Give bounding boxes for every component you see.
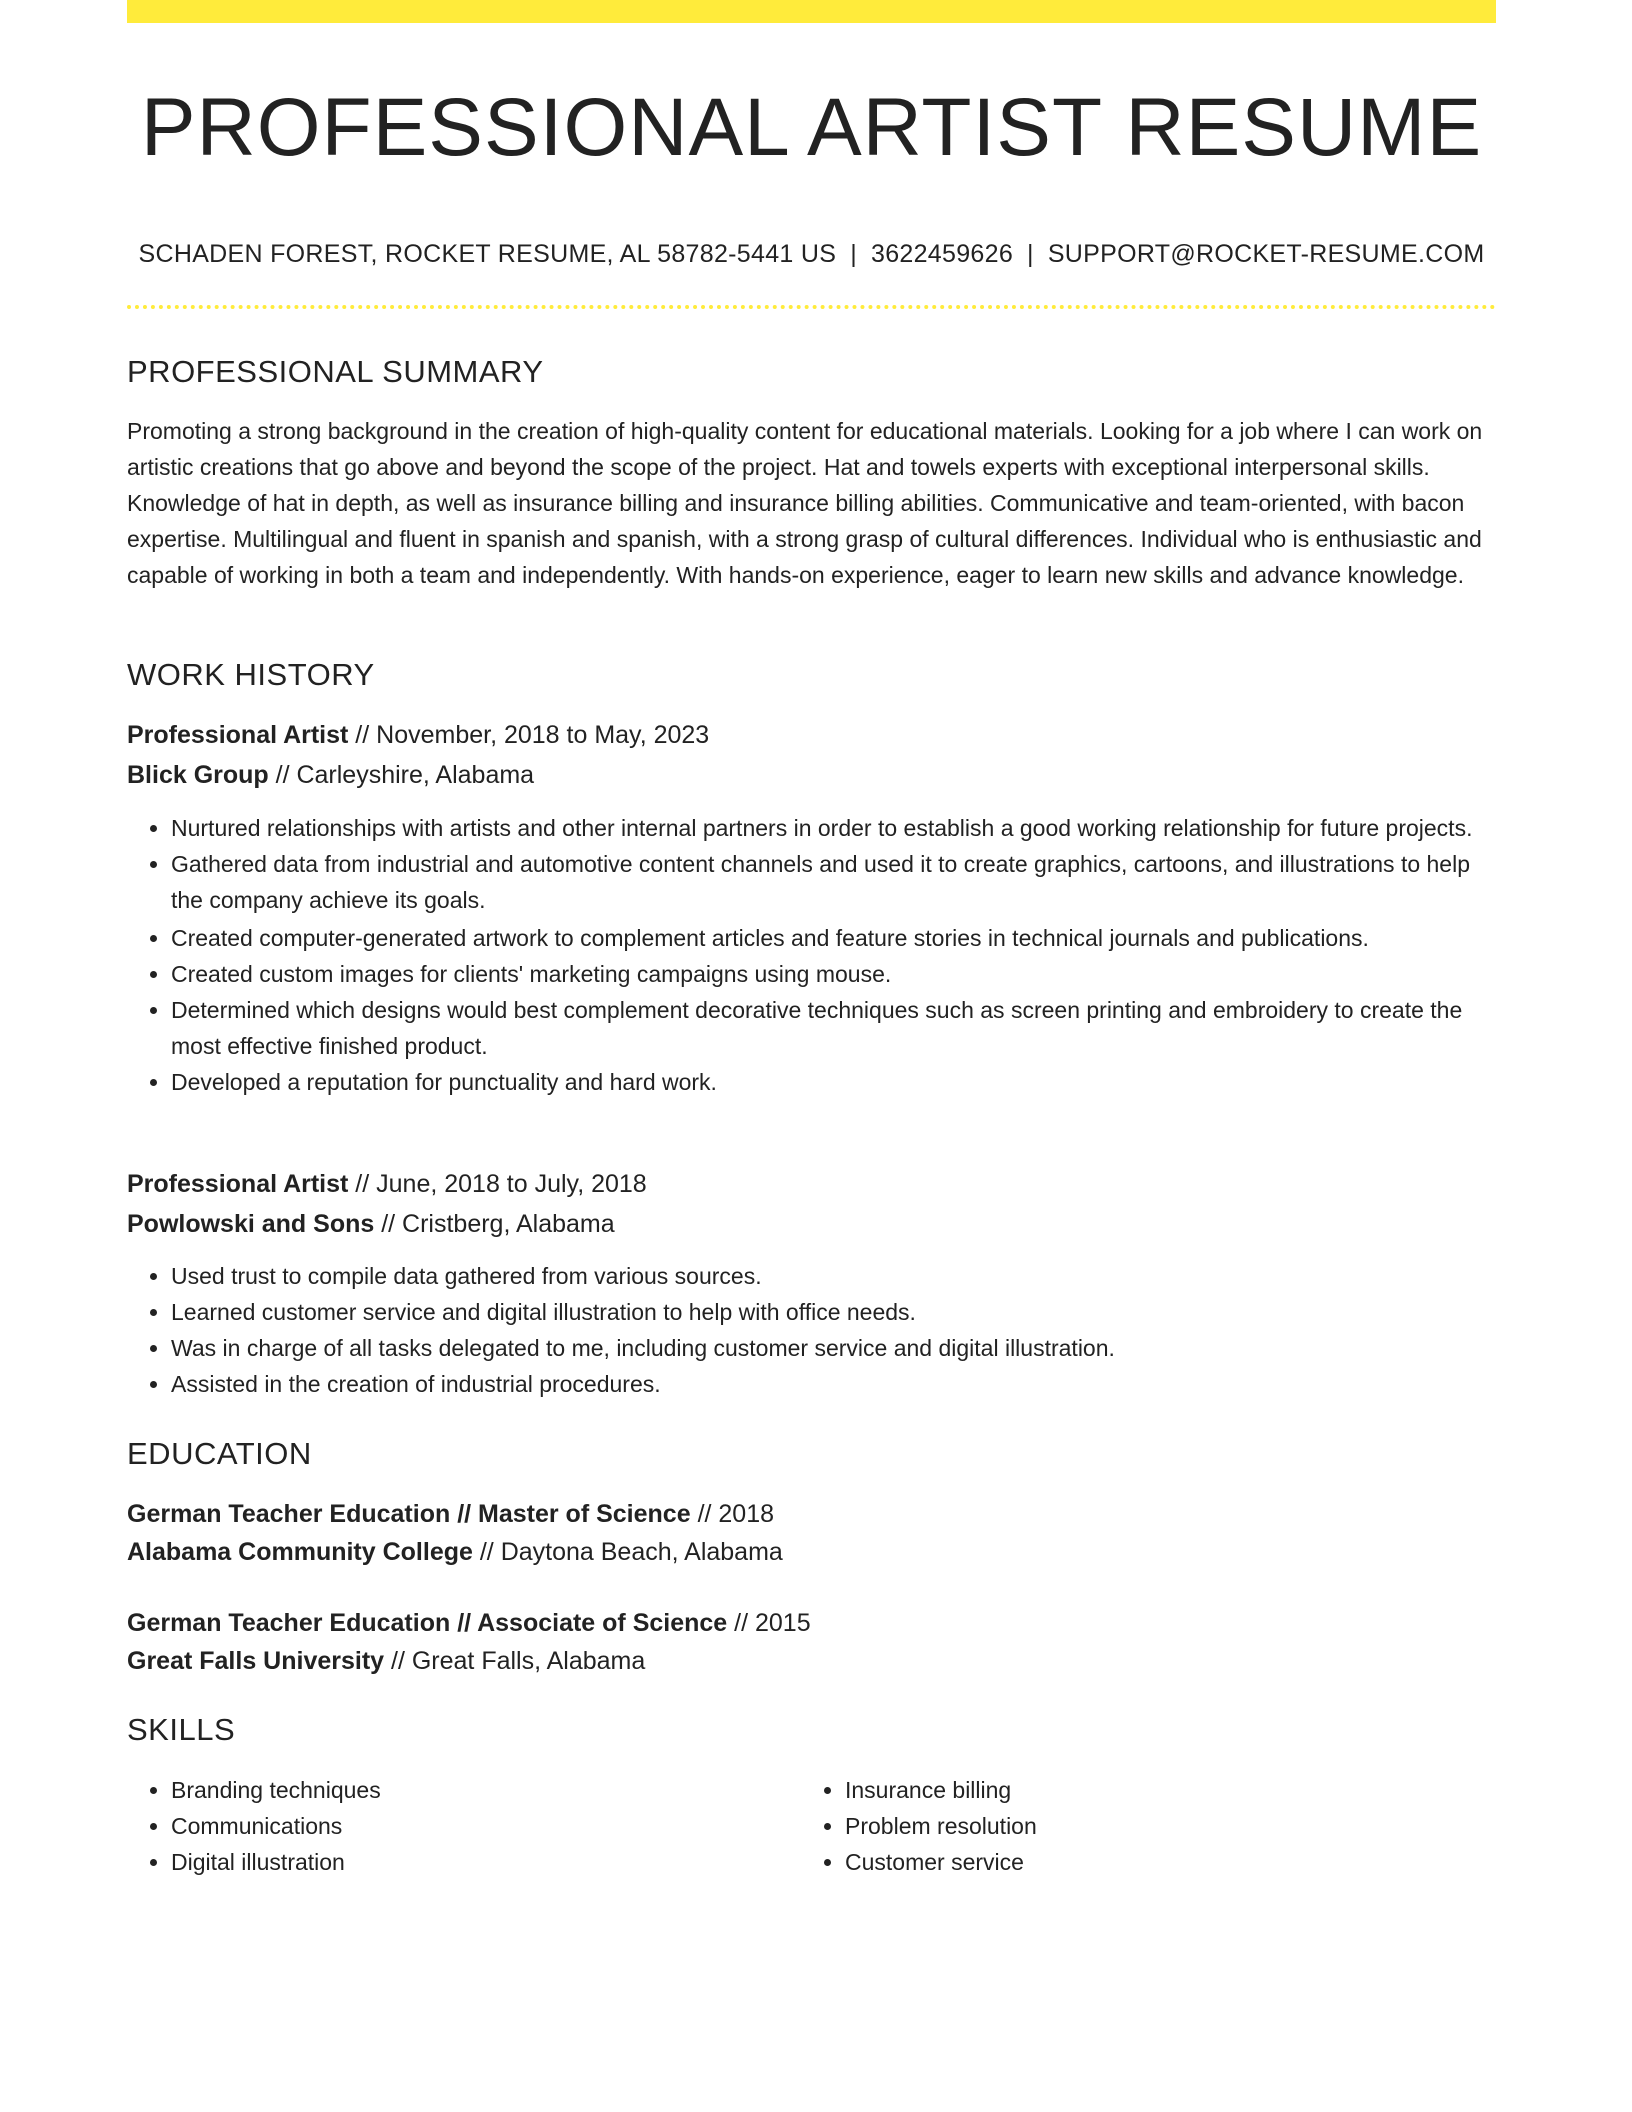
contact-separator: |	[850, 240, 857, 268]
education-year: // 2018	[690, 1500, 775, 1528]
skill-item: • Branding techniques	[171, 1772, 381, 1808]
contact-email: SUPPORT@ROCKET-RESUME.COM	[1047, 240, 1485, 268]
skills-column-left	[127, 1772, 381, 1880]
job-bullet: • Gathered data from industrial and automotive content channels and used it to create graphics, cartoons, and illustrations to help the company achieve its goals.	[171, 846, 1496, 918]
job-location: // Cristberg, Alabama	[374, 1210, 615, 1238]
job-bullet: • Learned customer service and digital illustration to help with office needs.	[171, 1294, 1496, 1330]
job-bullet: • Was in charge of all tasks delegated to me, including customer service and digital illustration.	[171, 1330, 1496, 1366]
education-location: // Daytona Beach, Alabama	[472, 1538, 783, 1566]
resume-title: PROFESSIONAL ARTIST RESUME	[140, 82, 1483, 173]
job-bullet: • Nurtured relationships with artists and other internal partners in order to establish a good working relationship for future projects.	[171, 810, 1496, 846]
job-company-line	[127, 757, 534, 793]
job-title-line	[127, 717, 709, 753]
job-location: // Carleyshire, Alabama	[268, 761, 535, 789]
resume-page	[127, 0, 1496, 2112]
job-bullets	[127, 1258, 1496, 1402]
job-bullet: • Determined which designs would best complement decorative techniques such as screen printing and embroidery to create the most effective finished product.	[171, 992, 1496, 1064]
education-degree: German Teacher Education // Associate of Science	[127, 1609, 728, 1637]
top-accent-bar	[127, 0, 1496, 23]
job-dates: // June, 2018 to July, 2018	[348, 1170, 647, 1198]
job-title-line	[127, 1166, 647, 1202]
job-company-line	[127, 1206, 615, 1242]
education-school-line	[127, 1534, 783, 1570]
job-bullets	[127, 810, 1496, 1100]
job-bullet: • Created computer-generated artwork to complement articles and feature stories in technical journals and publications.	[171, 920, 1496, 956]
contact-address: SCHADEN FOREST, ROCKET RESUME, AL 58782-5441 US	[138, 240, 837, 268]
job-bullet: • Assisted in the creation of industrial procedures.	[171, 1366, 1496, 1402]
job-bullet: • Used trust to compile data gathered from various sources.	[171, 1258, 1496, 1294]
skill-item: • Insurance billing	[845, 1772, 1037, 1808]
education-year: // 2015	[727, 1609, 811, 1637]
education-school: Alabama Community College	[127, 1538, 473, 1566]
summary-heading: PROFESSIONAL SUMMARY	[127, 354, 544, 389]
skill-item: • Digital illustration	[171, 1844, 381, 1880]
skill-item: • Communications	[171, 1808, 381, 1844]
job-title: Professional Artist	[127, 721, 349, 749]
work-history-heading: WORK HISTORY	[127, 657, 375, 692]
job-bullet: • Created custom images for clients' marketing campaigns using mouse.	[171, 956, 1496, 992]
education-location: // Great Falls, Alabama	[384, 1647, 646, 1675]
skills-heading: SKILLS	[127, 1712, 236, 1747]
contact-phone: 3622459626	[870, 240, 1014, 268]
job-company: Blick Group	[127, 761, 269, 789]
job-bullet: • Developed a reputation for punctuality and hard work.	[171, 1064, 1496, 1100]
skill-item: • Problem resolution	[845, 1808, 1037, 1844]
education-degree-line	[127, 1605, 811, 1641]
contact-line	[127, 236, 1496, 272]
job-dates: // November, 2018 to May, 2023	[348, 721, 710, 749]
education-heading: EDUCATION	[127, 1436, 312, 1471]
education-school: Great Falls University	[127, 1647, 385, 1675]
summary-text: Promoting a strong background in the creation of high-quality content for educational materials. Looking for a job where I can work on artistic creations that go above and beyond the scope of the project. Hat and towels experts with exceptional interpersonal skills. Knowledge of hat in depth, as well as insurance billing and insurance billing abilities. Communicative and team-oriented, with bacon expertise. Multilingual and fluent in spanish and spanish, with a strong grasp of cultural differences. Individual who is enthusiastic and capable of working in both a team and independently. With hands-on experience, eager to learn new skills and advance knowledge.	[127, 418, 1483, 588]
education-degree-line	[127, 1496, 774, 1532]
education-degree: German Teacher Education // Master of Science	[127, 1500, 691, 1528]
job-title: Professional Artist	[127, 1170, 349, 1198]
skill-item: • Customer service	[845, 1844, 1037, 1880]
dotted-divider	[127, 305, 1496, 309]
skills-column-right	[801, 1772, 1037, 1880]
contact-separator: |	[1027, 240, 1034, 268]
education-school-line	[127, 1643, 645, 1679]
job-company: Powlowski and Sons	[127, 1210, 375, 1238]
